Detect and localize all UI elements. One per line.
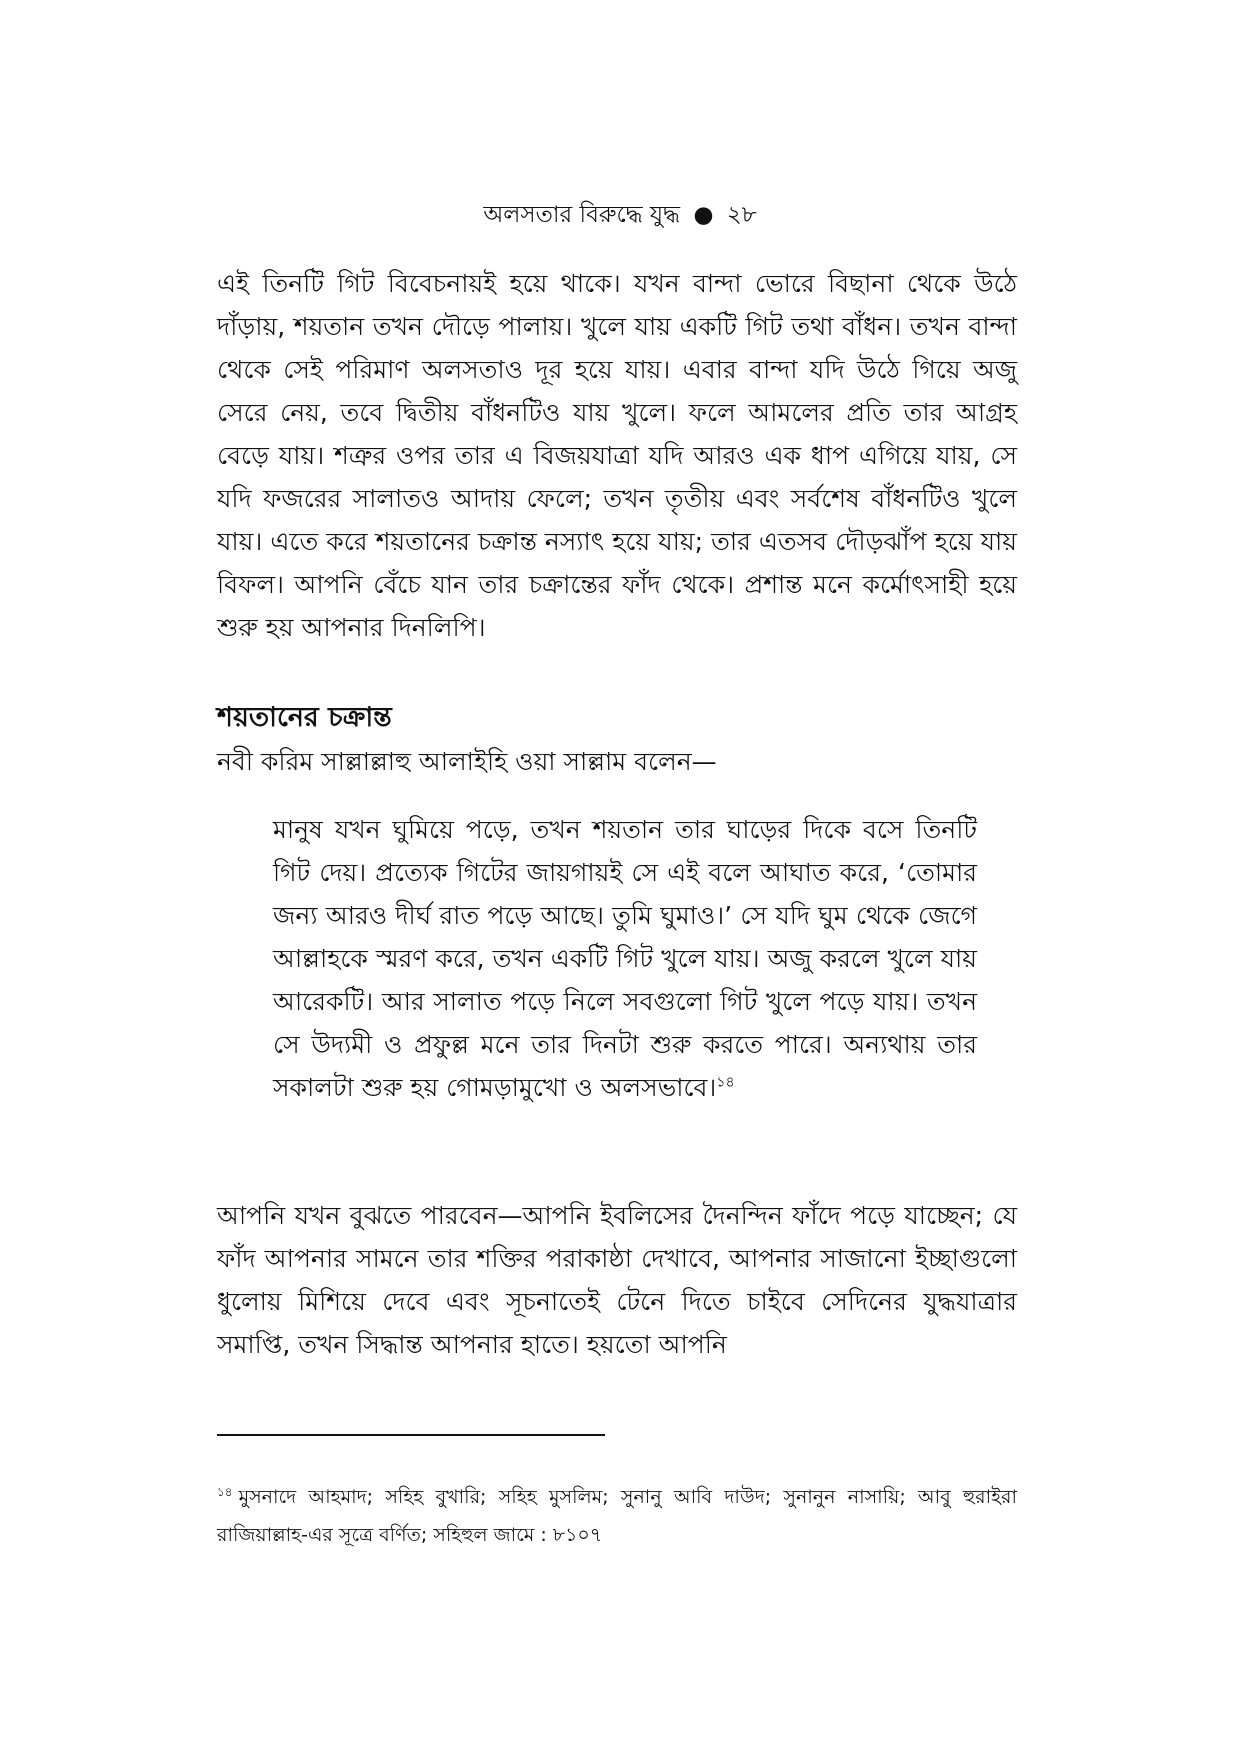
running-head-title: অলসতার বিরুদ্ধে যুদ্ধ [483, 202, 681, 228]
footnote-reference: ১৪ [716, 1074, 735, 1091]
footnote-text: মুসনাদে আহমাদ; সহিহ বুখারি; সহিহ মুসলিম; সুনানু আবি দাউদ; সুনানুন নাসায়ি; আবু হুরাইরা রাজিয়াল্লাহ-এর সূত্রে বর্ণিত; সহিহুল জামে : ৮১০৭ [217, 1486, 1017, 1546]
paragraph-2: আপনি যখন বুঝতে পারবেন—আপনি ইবলিসের দৈনন্দিন ফাঁদে পড়ে যাচ্ছেন; যে ফাঁদ আপনার সামনে তার শক্তির পরাকাষ্ঠা দেখাবে, আপনার সাজানো ইচ্ছাগুলো ধুলোয় মিশিয়ে দেবে এবং সূচনাতেই টেনে দিতে চাইবে সেদিনের যুদ্ধযাত্রার সমাপ্তি, তখন সিদ্ধান্ত আপনার হাতে। হয়তো আপনি [217, 1201, 1017, 1359]
running-head [0, 200, 1240, 230]
hadith-quote [273, 808, 977, 1109]
footnote-divider [217, 1434, 605, 1436]
footnote [217, 1478, 1017, 1554]
paragraph-1: এই তিনটি গিট বিবেচনায়ই হয়ে থাকে। যখন বান্দা ভোরে বিছানা থেকে উঠে দাঁড়ায়, শয়তান তখন দৌড়ে পালায়। খুলে যায় একটি গিট তথা বাঁধন। তখন বান্দা থেকে সেই পরিমাণ অলসতাও দূর হয়ে যায়। এবার বান্দা যদি উঠে গিয়ে অজু সেরে নেয়, তবে দ্বিতীয় বাঁধনটিও যায় খুলে। ফলে আমলের প্রতি তার আগ্রহ বেড়ে যায়। শত্রুর ওপর তার এ বিজয়যাত্রা যদি আরও এক ধাপ এগিয়ে যায়, সে যদি ফজরের সালাতও আদায় ফেলে; তখন তৃতীয় এবং সর্বশেষ বাঁধনটিও খুলে যায়। এতে করে শয়তানের চক্রান্ত নস্যাৎ হয়ে যায়; তার এতসব দৌড়ঝাঁপ হয়ে যায় বিফল। আপনি বেঁচে যান তার চক্রান্তের ফাঁদ থেকে। প্রশান্ত মনে কর্মোৎসাহী হয়ে শুরু হয় আপনার দিনলিপি। [217, 269, 1017, 642]
page-number: ২৮ [726, 202, 757, 228]
hadith-quote-text: মানুষ যখন ঘুমিয়ে পড়ে, তখন শয়তান তার ঘাড়ের দিকে বসে তিনটি গিট দেয়। প্রত্যেক গিটের জায়গায়ই সে এই বলে আঘাত করে, ‘তোমার জন্য আরও দীর্ঘ রাত পড়ে আছে। তুমি ঘুমাও।’ সে যদি ঘুম থেকে জেগে আল্লাহকে স্মরণ করে, তখন একটি গিট খুলে যায়। অজু করলে খুলে যায় আরেকটি। আর সালাত পড়ে নিলে সবগুলো গিট খুলে পড়ে যায়। তখন সে উদ্যমী ও প্রফুল্ল মনে তার দিনটা শুরু করতে পারে। অন্যথায় তার সকালটা শুরু হয় গোমড়ামুখো ও অলসভাবে। [273, 815, 977, 1102]
footnote-number: ১৪ [217, 1484, 233, 1499]
hadith-intro-line: নবী করিম সাল্লাল্লাহু আলাইহি ওয়া সাল্লাম বলেন— [217, 747, 717, 776]
section-heading: শয়তানের চক্রান্ত [217, 702, 392, 733]
bullet-icon: ● [693, 202, 714, 228]
